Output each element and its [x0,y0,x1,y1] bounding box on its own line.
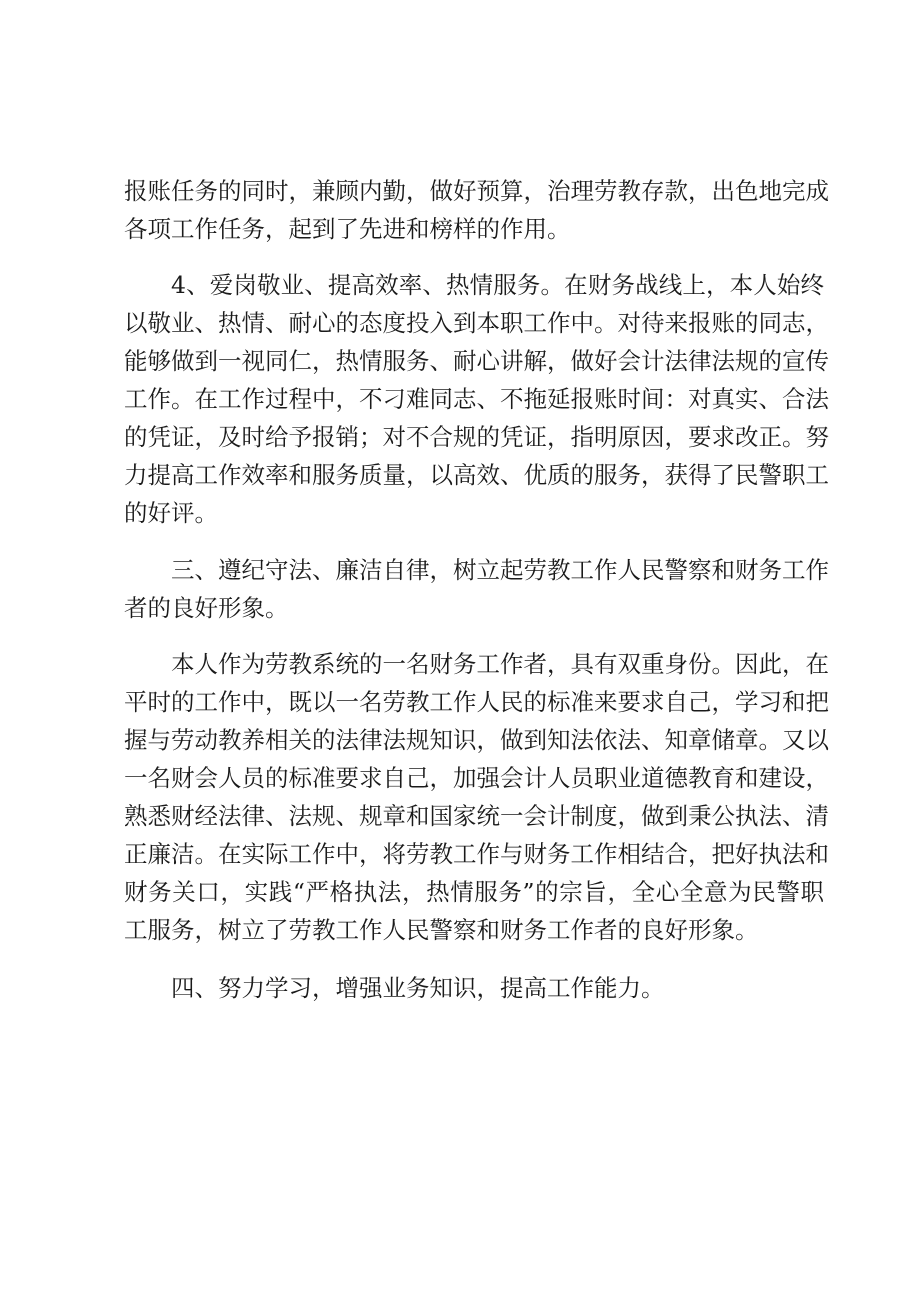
text-line: 一名财会人员的标准要求自己，加强会计人员职业道德教育和建设， [124,764,829,792]
text-line: 财务关口，实践“严格执法，热情服务”的宗旨，全心全意为民警职 [124,878,824,906]
text-line: 握与劳动教养相关的法律法规知识，做到知法依法、知章储章。又以 [124,726,829,754]
text-line: 工作。在工作过程中，不刁难同志、不拖延报账时间：对真实、合法 [124,385,829,413]
text-line: 以敬业、热情、耐心的态度投入到本职工作中。对待来报账的同志， [124,309,829,337]
text-line: 工服务，树立了劳教工作人民警察和财务工作者的良好形象。 [124,916,759,944]
text-line: 熟悉财经法律、法规、规章和国家统一会计制度，做到秉公执法、清 [124,802,829,830]
text-line: 的好评。 [124,499,218,527]
section-heading-line: 四、努力学习，增强业务知识，提高工作能力。 [171,974,665,1002]
text-line: 4、爱岗敬业、提高效率、热情服务。在财务战线上，本人始终 [171,271,824,299]
text-line: 能够做到一视同仁，热情服务、耐心讲解，做好会计法律法规的宣传 [124,347,829,375]
text-line: 各项工作任务，起到了先进和榜样的作用。 [124,215,571,243]
text-line: 力提高工作效率和服务质量，以高效、优质的服务，获得了民警职工 [124,461,829,489]
text-line: 报账任务的同时，兼顾内勤，做好预算，治理劳教存款，出色地完成 [124,177,829,205]
text-line: 正廉洁。在实际工作中，将劳教工作与财务工作相结合，把好执法和 [124,840,829,868]
text-line: 的凭证，及时给予报销；对不合规的凭证，指明原因，要求改正。努 [124,423,829,451]
section-heading-line: 者的良好形象。 [124,594,289,622]
section-heading-line: 三、遵纪守法、廉洁自律，树立起劳教工作人民警察和财务工作 [171,556,829,584]
text-line: 平时的工作中，既以一名劳教工作人民的标准来要求自己，学习和把 [124,688,829,716]
text-line: 本人作为劳教系统的一名财务工作者，具有双重身份。因此，在 [171,650,829,678]
